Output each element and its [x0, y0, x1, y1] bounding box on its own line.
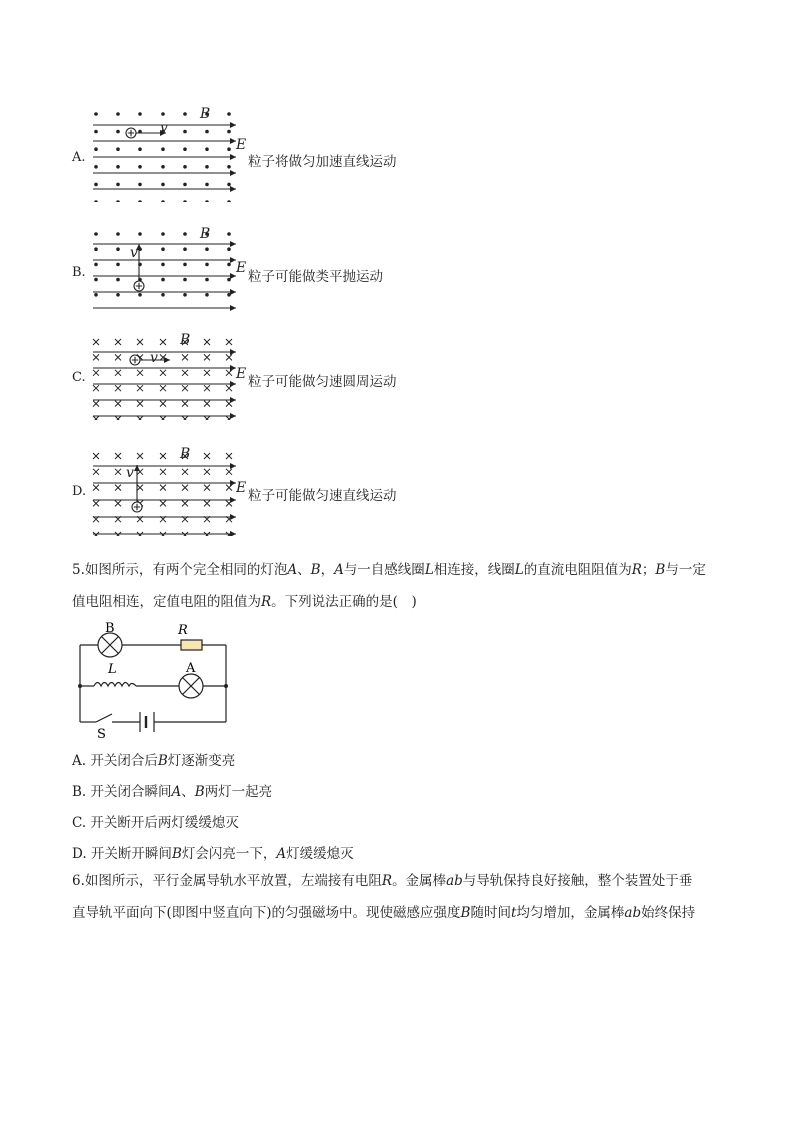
resistor: [181, 640, 202, 650]
field-line-e: [93, 154, 236, 160]
field-cross: [137, 453, 143, 459]
field-dot: [161, 278, 165, 282]
field-dot: [116, 165, 120, 169]
field-dot: [227, 200, 231, 202]
field-cross: [226, 453, 232, 459]
field-dot: [161, 263, 165, 267]
lamp-b: [98, 633, 122, 657]
field-cross: [137, 416, 143, 420]
field-cross: [93, 500, 99, 506]
field-dot: [183, 183, 187, 187]
field-cross: [226, 500, 232, 506]
coil-label: L: [108, 662, 117, 677]
option-letter: B.: [72, 265, 86, 280]
field-cross: [160, 500, 166, 506]
e-field-label: E: [236, 137, 247, 153]
field-cross: [182, 469, 188, 475]
b-field-label: B: [200, 226, 211, 242]
field-line-e: [93, 170, 236, 176]
field-dot: [161, 112, 165, 116]
field-dot: [161, 200, 165, 202]
field-cross: [204, 485, 210, 491]
field-dot: [205, 183, 209, 187]
field-dot: [205, 130, 209, 134]
field-dot: [116, 183, 120, 187]
field-dot: [94, 183, 98, 187]
q5-answer-c: C. 开关断开后两灯缓缓熄灭: [72, 815, 239, 831]
field-dot: [227, 147, 231, 151]
field-figure-a: [88, 102, 260, 202]
field-cross: [137, 370, 143, 376]
field-dot: [205, 165, 209, 169]
velocity-label: v: [130, 245, 138, 261]
b-field-label: B: [180, 332, 191, 348]
q5-answer-a: A. 开关闭合后B灯逐渐变亮: [72, 753, 236, 769]
field-dot: [227, 293, 231, 297]
field-cross: [182, 485, 188, 491]
field-dot: [161, 147, 165, 151]
positive-charge: [130, 355, 140, 365]
field-line-e: [93, 273, 236, 279]
field-dot: [161, 183, 165, 187]
field-cross: [204, 401, 210, 407]
field-cross: [137, 339, 143, 345]
field-cross: [226, 370, 232, 376]
field-cross: [204, 370, 210, 376]
field-cross: [115, 401, 121, 407]
velocity-label: v: [160, 120, 168, 136]
field-dot: [183, 247, 187, 251]
field-dot: [205, 200, 209, 202]
field-dot: [94, 263, 98, 267]
field-dot: [116, 147, 120, 151]
field-line-e: [93, 241, 236, 247]
field-dot: [227, 232, 231, 236]
field-dot: [183, 165, 187, 169]
field-dot: [138, 165, 142, 169]
field-cross: [93, 401, 99, 407]
field-dot: [183, 200, 187, 202]
field-dot: [138, 147, 142, 151]
field-cross: [115, 485, 121, 491]
field-cross: [115, 500, 121, 506]
field-cross: [115, 339, 121, 345]
field-dot: [94, 165, 98, 169]
field-cross: [93, 354, 99, 360]
q5-stem-line-2: 值电阻相连，定值电阻的阻值为R。下列说法正确的是( ): [72, 594, 417, 610]
field-cross: [93, 385, 99, 391]
field-dot: [205, 147, 209, 151]
field-cross: [160, 370, 166, 376]
field-cross: [204, 385, 210, 391]
q5-circuit-diagram: [70, 618, 240, 740]
field-line-e: [93, 480, 236, 486]
field-dot: [94, 147, 98, 151]
field-line-e: [93, 463, 236, 469]
field-dot: [138, 293, 142, 297]
field-dot: [183, 278, 187, 282]
field-cross: [93, 416, 99, 420]
field-cross: [204, 354, 210, 360]
field-dot: [161, 247, 165, 251]
e-field-label: E: [236, 366, 247, 382]
field-dot: [183, 147, 187, 151]
field-cross: [115, 354, 121, 360]
field-dot: [183, 232, 187, 236]
lamp-b-label: B: [105, 621, 115, 636]
e-field-label: E: [236, 480, 247, 496]
resistor-label: R: [178, 623, 188, 638]
option-text: 粒子可能做匀速直线运动: [248, 488, 397, 504]
field-dot: [116, 247, 120, 251]
field-cross: [137, 485, 143, 491]
field-dot: [94, 247, 98, 251]
field-cross: [204, 469, 210, 475]
field-cross: [204, 453, 210, 459]
option-letter: A.: [72, 150, 86, 165]
option-letter: C.: [72, 370, 86, 385]
field-figure-d: [88, 444, 260, 536]
b-field-label: B: [200, 106, 211, 122]
field-dot: [116, 200, 120, 202]
field-dot: [161, 232, 165, 236]
field-dot: [161, 293, 165, 297]
positive-charge: [126, 128, 136, 138]
field-line-e: [93, 138, 236, 144]
positive-charge: [132, 502, 142, 512]
field-dot: [138, 183, 142, 187]
field-dot: [205, 247, 209, 251]
field-cross: [93, 485, 99, 491]
field-cross: [182, 354, 188, 360]
field-dot: [116, 232, 120, 236]
field-dot: [183, 130, 187, 134]
junction-dot: [224, 684, 228, 688]
field-cross: [115, 416, 121, 420]
field-dot: [183, 293, 187, 297]
field-cross: [160, 401, 166, 407]
q5-answer-b: B. 开关闭合瞬间A、B两灯一起亮: [72, 784, 273, 800]
field-dot: [94, 293, 98, 297]
field-cross: [137, 385, 143, 391]
field-cross: [115, 370, 121, 376]
field-dot: [205, 293, 209, 297]
option-text: 粒子将做匀加速直线运动: [248, 154, 397, 170]
field-figure-b: [88, 224, 260, 314]
junction-dot: [78, 684, 82, 688]
field-dot: [94, 112, 98, 116]
field-cross: [226, 385, 232, 391]
field-cross: [182, 416, 188, 420]
switch-label: S: [97, 727, 106, 740]
field-cross: [115, 469, 121, 475]
field-dot: [94, 200, 98, 202]
field-dot: [183, 112, 187, 116]
field-cross: [182, 370, 188, 376]
field-dot: [161, 165, 165, 169]
positive-charge: [134, 281, 144, 291]
field-cross: [137, 401, 143, 407]
field-dot: [94, 278, 98, 282]
velocity-label: v: [126, 465, 134, 481]
field-line-e: [93, 305, 236, 311]
field-dot: [116, 263, 120, 267]
field-cross: [160, 385, 166, 391]
field-cross: [93, 469, 99, 475]
field-dot: [94, 130, 98, 134]
field-dot: [227, 278, 231, 282]
field-line-e: [93, 365, 236, 371]
field-cross: [204, 416, 210, 420]
lamp-a-label: A: [186, 661, 196, 676]
field-cross: [182, 385, 188, 391]
field-cross: [182, 401, 188, 407]
field-dot: [227, 112, 231, 116]
battery: [140, 712, 154, 732]
field-dot: [116, 278, 120, 282]
field-cross: [160, 339, 166, 345]
field-dot: [227, 247, 231, 251]
field-dot: [183, 263, 187, 267]
lamp-a: [179, 674, 203, 698]
field-dot: [227, 183, 231, 187]
field-figure-c: [88, 330, 260, 420]
field-dot: [138, 200, 142, 202]
q6-stem-line-2: 直导轨平面向下(即图中竖直向下)的匀强磁场中。现使磁感应强度B随时间t均匀增加，金属棒ab始终保持: [72, 905, 696, 921]
field-line-e: [93, 349, 236, 355]
field-cross: [160, 469, 166, 475]
q5-stem-line-1: 5.如图所示，有两个完全相同的灯泡A、B，A与一自感线圈L相连接，线圈L的直流电阻阻值为R；B与一定: [72, 562, 706, 578]
field-line-e: [93, 257, 236, 263]
field-dot: [116, 293, 120, 297]
field-dot: [227, 165, 231, 169]
field-cross: [182, 500, 188, 506]
field-cross: [93, 453, 99, 459]
field-dot: [116, 130, 120, 134]
b-field-label: B: [180, 446, 191, 462]
coil: [94, 683, 136, 687]
field-cross: [93, 339, 99, 345]
field-cross: [226, 485, 232, 491]
field-cross: [160, 485, 166, 491]
field-dot: [205, 263, 209, 267]
field-dot: [94, 232, 98, 236]
e-field-label: E: [236, 260, 247, 276]
option-text: 粒子可能做类平抛运动: [248, 269, 383, 285]
q5-answer-d: D. 开关断开瞬间B灯会闪亮一下，A灯缓缓熄灭: [72, 846, 354, 862]
field-dot: [205, 278, 209, 282]
field-cross: [93, 370, 99, 376]
field-dot: [227, 130, 231, 134]
field-cross: [204, 500, 210, 506]
field-cross: [226, 401, 232, 407]
field-dot: [138, 112, 142, 116]
field-cross: [226, 469, 232, 475]
option-text: 粒子可能做匀速圆周运动: [248, 374, 397, 390]
field-cross: [226, 354, 232, 360]
field-cross: [226, 339, 232, 345]
field-dot: [116, 112, 120, 116]
option-letter: D.: [72, 484, 87, 499]
field-dot: [227, 263, 231, 267]
velocity-label: v: [150, 350, 158, 366]
q6-stem-line-1: 6.如图所示，平行金属导轨水平放置，左端接有电阻R。金属棒ab与导轨保持良好接触，整个装置处于垂: [72, 873, 693, 889]
field-cross: [160, 416, 166, 420]
field-line-e: [93, 186, 236, 192]
field-dot: [138, 232, 142, 236]
field-cross: [115, 453, 121, 459]
field-cross: [115, 385, 121, 391]
field-cross: [204, 339, 210, 345]
field-cross: [160, 453, 166, 459]
